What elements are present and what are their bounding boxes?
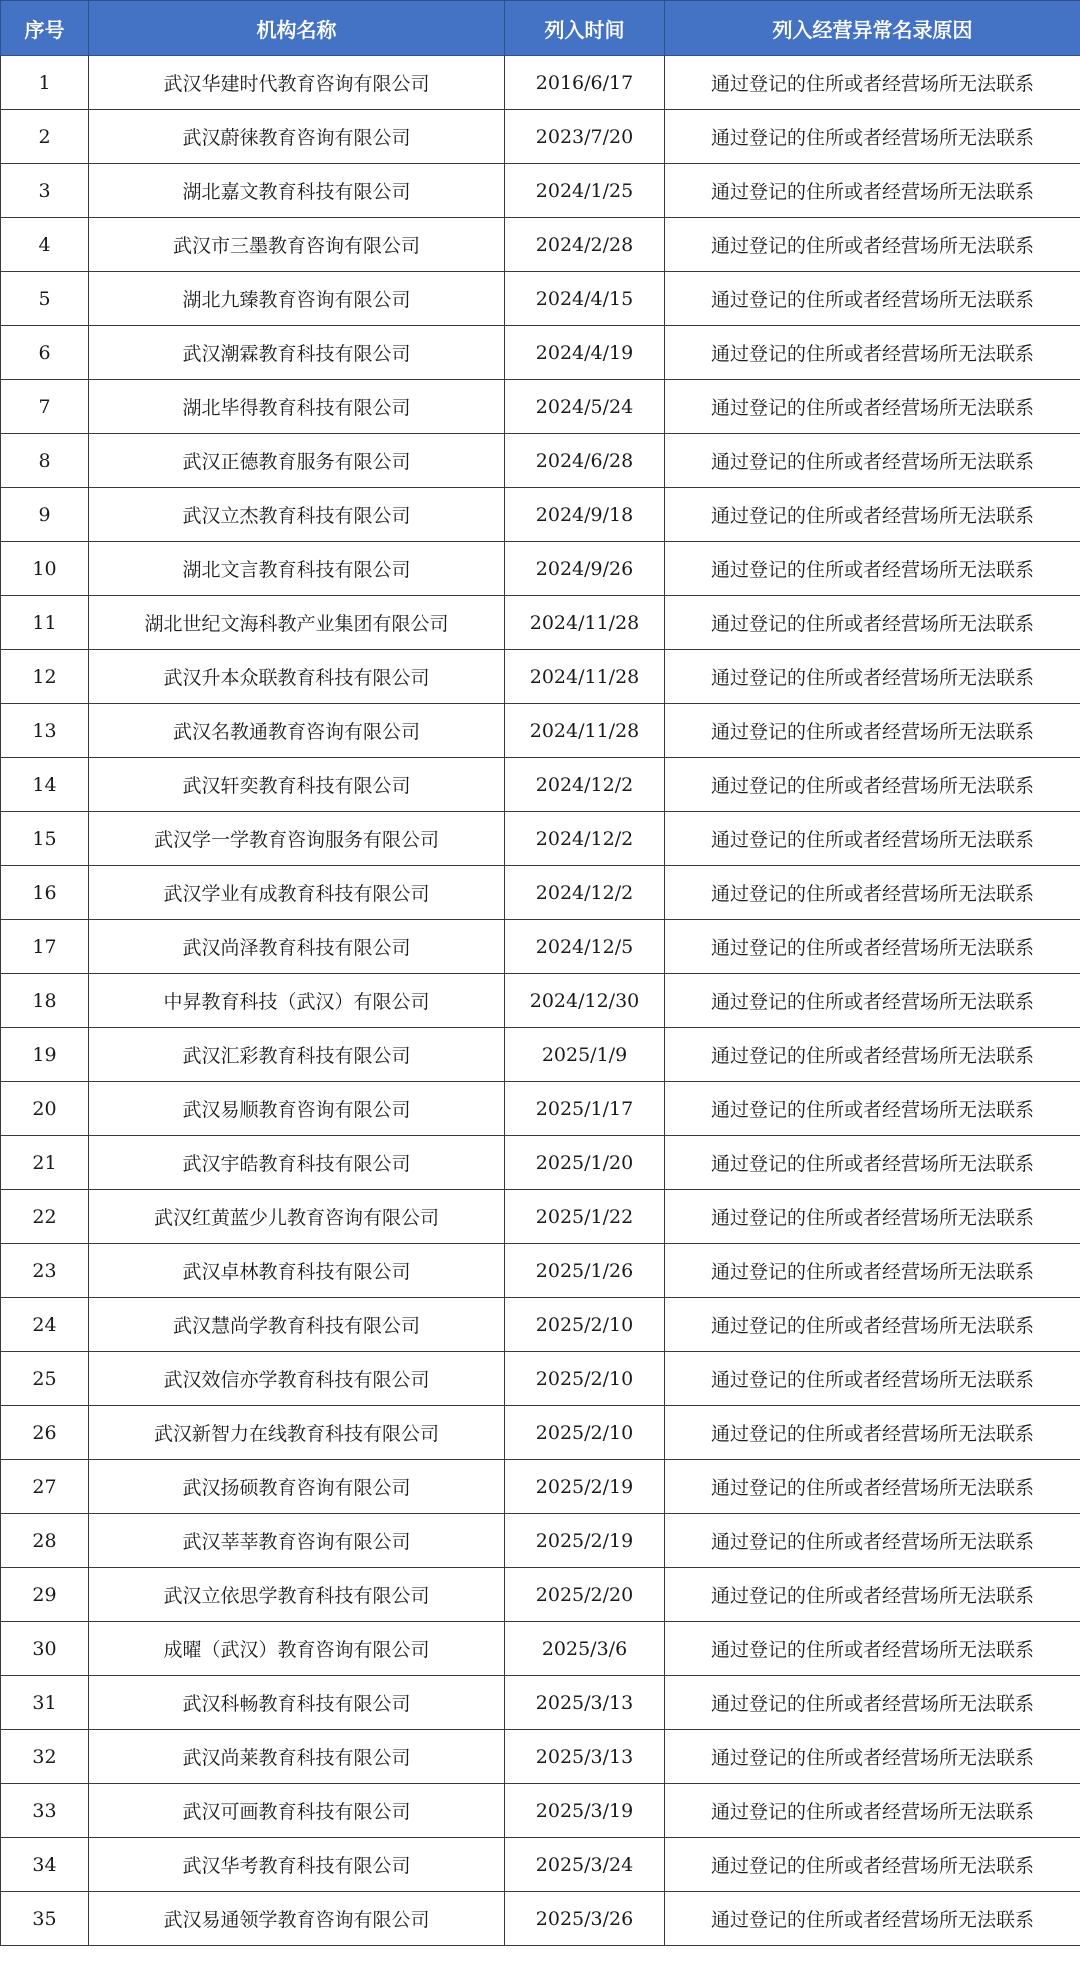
cell-organization-name: 武汉宇皓教育科技有限公司: [89, 1136, 505, 1190]
cell-listed-date: 2025/3/26: [505, 1892, 665, 1946]
header-listing-reason: 列入经营异常名录原因: [665, 1, 1080, 56]
cell-organization-name: 成曜（武汉）教育咨询有限公司: [89, 1622, 505, 1676]
cell-serial-number: 22: [1, 1190, 89, 1244]
table-row: [1, 1082, 1080, 1136]
cell-serial-number: 12: [1, 650, 89, 704]
cell-organization-name: 武汉华考教育科技有限公司: [89, 1838, 505, 1892]
cell-listing-reason: 通过登记的住所或者经营场所无法联系: [665, 1298, 1080, 1352]
cell-organization-name: 武汉尚泽教育科技有限公司: [89, 920, 505, 974]
cell-organization-name: 武汉升本众联教育科技有限公司: [89, 650, 505, 704]
cell-serial-number: 27: [1, 1460, 89, 1514]
cell-listed-date: 2025/3/19: [505, 1784, 665, 1838]
cell-listed-date: 2024/12/2: [505, 812, 665, 866]
cell-listed-date: 2024/9/18: [505, 488, 665, 542]
cell-organization-name: 武汉效信亦学教育科技有限公司: [89, 1352, 505, 1406]
cell-listed-date: 2024/9/26: [505, 542, 665, 596]
header-listed-date: 列入时间: [505, 1, 665, 56]
table-row: [1, 326, 1080, 380]
cell-listed-date: 2024/11/28: [505, 650, 665, 704]
table-row: [1, 1352, 1080, 1406]
table-row: [1, 542, 1080, 596]
cell-listing-reason: 通过登记的住所或者经营场所无法联系: [665, 920, 1080, 974]
table-row: [1, 758, 1080, 812]
cell-listing-reason: 通过登记的住所或者经营场所无法联系: [665, 542, 1080, 596]
cell-listing-reason: 通过登记的住所或者经营场所无法联系: [665, 758, 1080, 812]
cell-listed-date: 2025/1/22: [505, 1190, 665, 1244]
cell-listing-reason: 通过登记的住所或者经营场所无法联系: [665, 326, 1080, 380]
cell-organization-name: 湖北嘉文教育科技有限公司: [89, 164, 505, 218]
cell-listing-reason: 通过登记的住所或者经营场所无法联系: [665, 380, 1080, 434]
cell-organization-name: 武汉蔚徕教育咨询有限公司: [89, 110, 505, 164]
table-row: [1, 1784, 1080, 1838]
table-row: [1, 1622, 1080, 1676]
cell-listing-reason: 通过登记的住所或者经营场所无法联系: [665, 1460, 1080, 1514]
cell-serial-number: 10: [1, 542, 89, 596]
cell-serial-number: 7: [1, 380, 89, 434]
cell-listed-date: 2025/3/13: [505, 1730, 665, 1784]
cell-serial-number: 17: [1, 920, 89, 974]
cell-serial-number: 19: [1, 1028, 89, 1082]
table-row: [1, 1244, 1080, 1298]
table-row: [1, 1406, 1080, 1460]
cell-organization-name: 湖北九臻教育咨询有限公司: [89, 272, 505, 326]
cell-organization-name: 武汉华建时代教育咨询有限公司: [89, 56, 505, 110]
cell-listed-date: 2024/4/19: [505, 326, 665, 380]
cell-serial-number: 24: [1, 1298, 89, 1352]
cell-serial-number: 26: [1, 1406, 89, 1460]
cell-listing-reason: 通过登记的住所或者经营场所无法联系: [665, 218, 1080, 272]
cell-listed-date: 2024/12/2: [505, 758, 665, 812]
cell-serial-number: 28: [1, 1514, 89, 1568]
cell-listed-date: 2025/3/24: [505, 1838, 665, 1892]
cell-listing-reason: 通过登记的住所或者经营场所无法联系: [665, 1352, 1080, 1406]
cell-listed-date: 2024/6/28: [505, 434, 665, 488]
cell-listed-date: 2024/4/15: [505, 272, 665, 326]
cell-listed-date: 2025/2/20: [505, 1568, 665, 1622]
cell-listing-reason: 通过登记的住所或者经营场所无法联系: [665, 866, 1080, 920]
cell-listed-date: 2025/2/19: [505, 1514, 665, 1568]
table-header: [1, 1, 1080, 56]
cell-serial-number: 34: [1, 1838, 89, 1892]
cell-serial-number: 1: [1, 56, 89, 110]
cell-serial-number: 16: [1, 866, 89, 920]
cell-serial-number: 9: [1, 488, 89, 542]
cell-serial-number: 6: [1, 326, 89, 380]
cell-listing-reason: 通过登记的住所或者经营场所无法联系: [665, 1676, 1080, 1730]
cell-serial-number: 30: [1, 1622, 89, 1676]
cell-organization-name: 湖北世纪文海科教产业集团有限公司: [89, 596, 505, 650]
cell-listing-reason: 通过登记的住所或者经营场所无法联系: [665, 434, 1080, 488]
cell-listed-date: 2024/12/5: [505, 920, 665, 974]
cell-listed-date: 2024/1/25: [505, 164, 665, 218]
cell-serial-number: 15: [1, 812, 89, 866]
cell-listing-reason: 通过登记的住所或者经营场所无法联系: [665, 1730, 1080, 1784]
header-organization-name: 机构名称: [89, 1, 505, 56]
cell-serial-number: 25: [1, 1352, 89, 1406]
table-row: [1, 1892, 1080, 1946]
cell-serial-number: 35: [1, 1892, 89, 1946]
cell-listed-date: 2025/3/6: [505, 1622, 665, 1676]
table-row: [1, 1514, 1080, 1568]
table-row: [1, 812, 1080, 866]
table-row: [1, 1190, 1080, 1244]
cell-serial-number: 23: [1, 1244, 89, 1298]
cell-organization-name: 武汉名教通教育咨询有限公司: [89, 704, 505, 758]
cell-listing-reason: 通过登记的住所或者经营场所无法联系: [665, 1622, 1080, 1676]
cell-serial-number: 14: [1, 758, 89, 812]
table-body: [1, 56, 1080, 1946]
cell-listed-date: 2025/1/20: [505, 1136, 665, 1190]
cell-organization-name: 武汉学业有成教育科技有限公司: [89, 866, 505, 920]
header-row: [1, 1, 1080, 56]
table-row: [1, 1028, 1080, 1082]
cell-listing-reason: 通过登记的住所或者经营场所无法联系: [665, 1514, 1080, 1568]
cell-organization-name: 武汉新智力在线教育科技有限公司: [89, 1406, 505, 1460]
cell-listed-date: 2025/1/26: [505, 1244, 665, 1298]
cell-listed-date: 2025/2/10: [505, 1406, 665, 1460]
cell-listed-date: 2024/2/28: [505, 218, 665, 272]
cell-organization-name: 武汉莘莘教育咨询有限公司: [89, 1514, 505, 1568]
cell-organization-name: 武汉科畅教育科技有限公司: [89, 1676, 505, 1730]
cell-listing-reason: 通过登记的住所或者经营场所无法联系: [665, 1244, 1080, 1298]
cell-listing-reason: 通过登记的住所或者经营场所无法联系: [665, 1784, 1080, 1838]
cell-listing-reason: 通过登记的住所或者经营场所无法联系: [665, 1028, 1080, 1082]
table-row: [1, 1136, 1080, 1190]
cell-serial-number: 3: [1, 164, 89, 218]
cell-listing-reason: 通过登记的住所或者经营场所无法联系: [665, 1568, 1080, 1622]
table-row: [1, 920, 1080, 974]
table-row: [1, 1676, 1080, 1730]
cell-listing-reason: 通过登记的住所或者经营场所无法联系: [665, 56, 1080, 110]
cell-organization-name: 武汉汇彩教育科技有限公司: [89, 1028, 505, 1082]
cell-organization-name: 武汉立依思学教育科技有限公司: [89, 1568, 505, 1622]
cell-serial-number: 4: [1, 218, 89, 272]
cell-organization-name: 武汉易顺教育咨询有限公司: [89, 1082, 505, 1136]
cell-organization-name: 中昇教育科技（武汉）有限公司: [89, 974, 505, 1028]
cell-organization-name: 武汉可画教育科技有限公司: [89, 1784, 505, 1838]
table-row: [1, 1298, 1080, 1352]
table-row: [1, 56, 1080, 110]
cell-organization-name: 武汉慧尚学教育科技有限公司: [89, 1298, 505, 1352]
cell-listing-reason: 通过登记的住所或者经营场所无法联系: [665, 1406, 1080, 1460]
cell-listing-reason: 通过登记的住所或者经营场所无法联系: [665, 1082, 1080, 1136]
cell-serial-number: 29: [1, 1568, 89, 1622]
cell-serial-number: 5: [1, 272, 89, 326]
cell-listed-date: 2025/2/19: [505, 1460, 665, 1514]
cell-organization-name: 湖北文言教育科技有限公司: [89, 542, 505, 596]
cell-listing-reason: 通过登记的住所或者经营场所无法联系: [665, 974, 1080, 1028]
cell-organization-name: 武汉轩奕教育科技有限公司: [89, 758, 505, 812]
cell-organization-name: 武汉红黄蓝少儿教育咨询有限公司: [89, 1190, 505, 1244]
cell-listing-reason: 通过登记的住所或者经营场所无法联系: [665, 1838, 1080, 1892]
cell-listed-date: 2024/11/28: [505, 704, 665, 758]
cell-listing-reason: 通过登记的住所或者经营场所无法联系: [665, 1136, 1080, 1190]
cell-listed-date: 2025/2/10: [505, 1298, 665, 1352]
table-row: [1, 704, 1080, 758]
cell-serial-number: 13: [1, 704, 89, 758]
table-row: [1, 434, 1080, 488]
table-row: [1, 488, 1080, 542]
table-row: [1, 974, 1080, 1028]
cell-organization-name: 武汉易通领学教育咨询有限公司: [89, 1892, 505, 1946]
table-row: [1, 164, 1080, 218]
cell-organization-name: 武汉立杰教育科技有限公司: [89, 488, 505, 542]
table-row: [1, 110, 1080, 164]
cell-listing-reason: 通过登记的住所或者经营场所无法联系: [665, 488, 1080, 542]
cell-listing-reason: 通过登记的住所或者经营场所无法联系: [665, 704, 1080, 758]
cell-listed-date: 2025/3/13: [505, 1676, 665, 1730]
header-serial-number: 序号: [1, 1, 89, 56]
table-row: [1, 218, 1080, 272]
cell-organization-name: 武汉扬硕教育咨询有限公司: [89, 1460, 505, 1514]
cell-listed-date: 2024/12/30: [505, 974, 665, 1028]
cell-listing-reason: 通过登记的住所或者经营场所无法联系: [665, 272, 1080, 326]
cell-listed-date: 2024/11/28: [505, 596, 665, 650]
cell-organization-name: 武汉卓林教育科技有限公司: [89, 1244, 505, 1298]
cell-serial-number: 31: [1, 1676, 89, 1730]
table-row: [1, 1730, 1080, 1784]
table-row: [1, 272, 1080, 326]
cell-listed-date: 2025/2/10: [505, 1352, 665, 1406]
cell-listing-reason: 通过登记的住所或者经营场所无法联系: [665, 650, 1080, 704]
cell-listed-date: 2024/5/24: [505, 380, 665, 434]
cell-serial-number: 2: [1, 110, 89, 164]
cell-organization-name: 武汉尚莱教育科技有限公司: [89, 1730, 505, 1784]
cell-listing-reason: 通过登记的住所或者经营场所无法联系: [665, 596, 1080, 650]
cell-listed-date: 2024/12/2: [505, 866, 665, 920]
cell-organization-name: 武汉潮霖教育科技有限公司: [89, 326, 505, 380]
table-row: [1, 866, 1080, 920]
table-row: [1, 1568, 1080, 1622]
table-row: [1, 650, 1080, 704]
cell-serial-number: 20: [1, 1082, 89, 1136]
cell-organization-name: 武汉学一学教育咨询服务有限公司: [89, 812, 505, 866]
table-row: [1, 1460, 1080, 1514]
cell-listing-reason: 通过登记的住所或者经营场所无法联系: [665, 110, 1080, 164]
cell-listed-date: 2023/7/20: [505, 110, 665, 164]
cell-listed-date: 2016/6/17: [505, 56, 665, 110]
cell-organization-name: 武汉正德教育服务有限公司: [89, 434, 505, 488]
cell-listing-reason: 通过登记的住所或者经营场所无法联系: [665, 164, 1080, 218]
table-row: [1, 380, 1080, 434]
cell-serial-number: 18: [1, 974, 89, 1028]
cell-listing-reason: 通过登记的住所或者经营场所无法联系: [665, 812, 1080, 866]
cell-listing-reason: 通过登记的住所或者经营场所无法联系: [665, 1190, 1080, 1244]
cell-listed-date: 2025/1/17: [505, 1082, 665, 1136]
cell-organization-name: 湖北毕得教育科技有限公司: [89, 380, 505, 434]
cell-listed-date: 2025/1/9: [505, 1028, 665, 1082]
cell-serial-number: 32: [1, 1730, 89, 1784]
cell-serial-number: 8: [1, 434, 89, 488]
cell-listing-reason: 通过登记的住所或者经营场所无法联系: [665, 1892, 1080, 1946]
cell-serial-number: 21: [1, 1136, 89, 1190]
table-row: [1, 596, 1080, 650]
table-row: [1, 1838, 1080, 1892]
cell-serial-number: 33: [1, 1784, 89, 1838]
cell-serial-number: 11: [1, 596, 89, 650]
cell-organization-name: 武汉市三墨教育咨询有限公司: [89, 218, 505, 272]
